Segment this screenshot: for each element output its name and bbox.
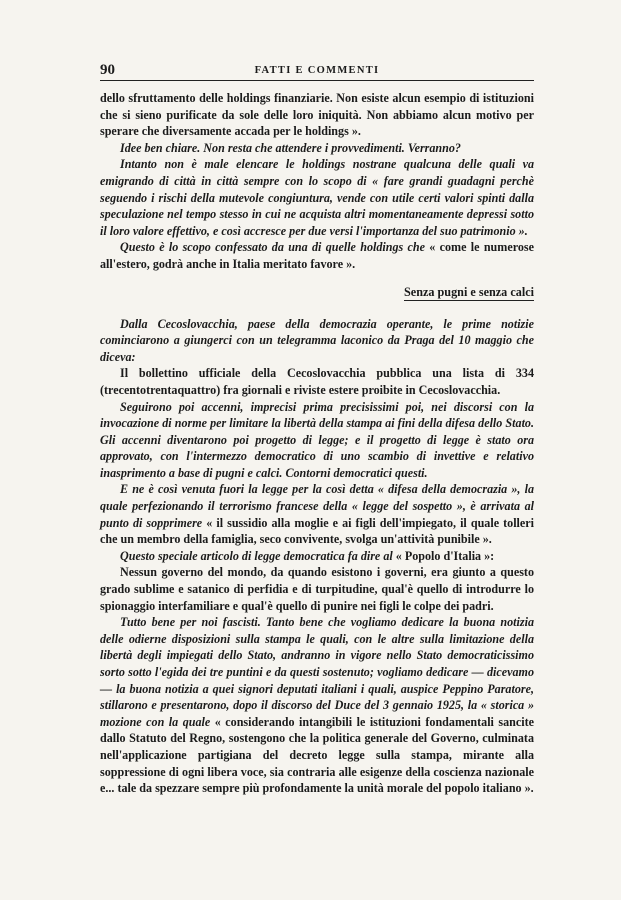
body-text	[100, 90, 534, 797]
page-number: 90	[100, 62, 115, 78]
page-header	[100, 60, 534, 81]
running-head: FATTI E COMMENTI	[254, 65, 380, 76]
paragraph: Il bollettino ufficiale della Cecoslovacchia pubblica una lista di 334 (trecentotrentaquattro) fra giornali e riviste estere proibite in Cecoslovacchia.	[100, 366, 534, 397]
paragraph	[100, 481, 534, 547]
paragraph-italic-part: mozione con la quale	[100, 714, 211, 729]
paragraph-roman-part: « considerando intangibili le istituzioni fondamentali sancite dallo Statuto del Regno, sostengono che la politica generale del Governo, culminata nell'applicazione partigiana del decreto legge sulla stampa, mirante alla soppressione di ogni libera voce, sia contraria alle esigenze della coscienza nazionale e... tale da spezzare sempre più profondamente la unità morale del popolo italiano ».	[100, 714, 535, 796]
paragraph-roman-part: « il sussidio alla moglie e ai figli dell'impiegato, il quale tolleri che un membro della famiglia, seco convivente, svolga un'attività punibile ».	[100, 515, 535, 547]
paragraph	[100, 614, 534, 797]
paragraph: Nessun governo del mondo, da quando esistono i governi, era giunto a questo grado sublime e satanico di perfidia e di turpitudine, qual'è quello di introdurre lo spionaggio interfamiliare e qual'è quello di punire nei figli le colpe dei padri.	[100, 565, 534, 613]
section-title	[100, 284, 534, 302]
paragraph: Intanto non è male elencare le holdings nostrane qualcuna delle quali va emigrando di città in città sempre con lo scopo di « fare grandi guadagni perchè seguendo i rischi della mutevole congiuntura, vende con utile certi valori spinti dalla speculazione nel tempo stesso in cui ne acquista altri momentaneamente depressi sotto il loro valore effettivo, e così accresce per due versi l'importanza del suo patrimonio ».	[100, 157, 534, 238]
section-title-text: Senza pugni e senza calci	[404, 284, 534, 299]
paragraph-roman-part: « come le numerose all'estero, godrà anche in Italia meritato favore ».	[100, 240, 534, 271]
paragraph: Idee ben chiare. Non resta che attendere i provvedimenti. Verranno?	[120, 140, 461, 155]
paragraph: dello sfruttamento delle holdings finanziarie. Non esiste alcun esempio di istituzioni che si sieno purificate da sole delle loro iniquità. Non abbiamo alcun motivo per sperare che diversamente accada per le holdings ».	[100, 91, 534, 139]
document-page	[100, 60, 534, 797]
paragraph-italic-part: « storica »	[480, 698, 534, 713]
paragraph-italic-part: Tutto bene per noi fascisti. Tanto bene che vogliamo dedicare la buona notizia delle odierne disposizioni sulla stampa le quali, con le altre sulla limitazione della libertà degli impiegati dello Stato, andranno in vigore nello Stato democraticissimo sorto sotto l'egida dei tre puntini e da questi sostenuto; vogliamo dedicare — dicevamo — la buona notizia a quei signori deputati italiani i quali, auspice Peppino Paratore, stillarono e presentarono, dopo il discorso del Duce del 3 gennaio 1925, la	[100, 615, 534, 713]
paragraph-italic-part: Questo è lo scopo confessato da una di quelle holdings che	[120, 240, 425, 255]
paragraph: Dalla Cecoslovacchia, paese della democrazia operante, le prime notizie cominciarono a giungerci con un telegramma laconico da Praga del 10 maggio che diceva:	[100, 316, 534, 364]
paragraph: Seguirono poi accenni, imprecisi prima precisissimi poi, nei discorsi con la invocazione di norme per limitare la libertà della stampa ai fini della difesa dello Stato. Gli accenni diventarono poi progetto di legge; e il progetto di legge è stato ora approvato, con l'intermezzo democratico di uno scambio di invettive e relativo inasprimento a base di pugni e calci. Contorni democratici questi.	[100, 399, 534, 480]
paragraph-italic-part: Questo speciale articolo di legge democratica fa dire al	[120, 548, 393, 563]
paragraph	[100, 548, 534, 565]
paragraph	[100, 239, 534, 272]
paragraph-italic-part: E ne è così venuta fuori la legge per la così detta « difesa della democrazia », la quale perfezionando il terrorismo francese della « legge del sospetto », è arrivata al punto di sopprimere	[100, 482, 534, 530]
paragraph-roman-part: « Popolo d'Italia »:	[395, 548, 495, 563]
